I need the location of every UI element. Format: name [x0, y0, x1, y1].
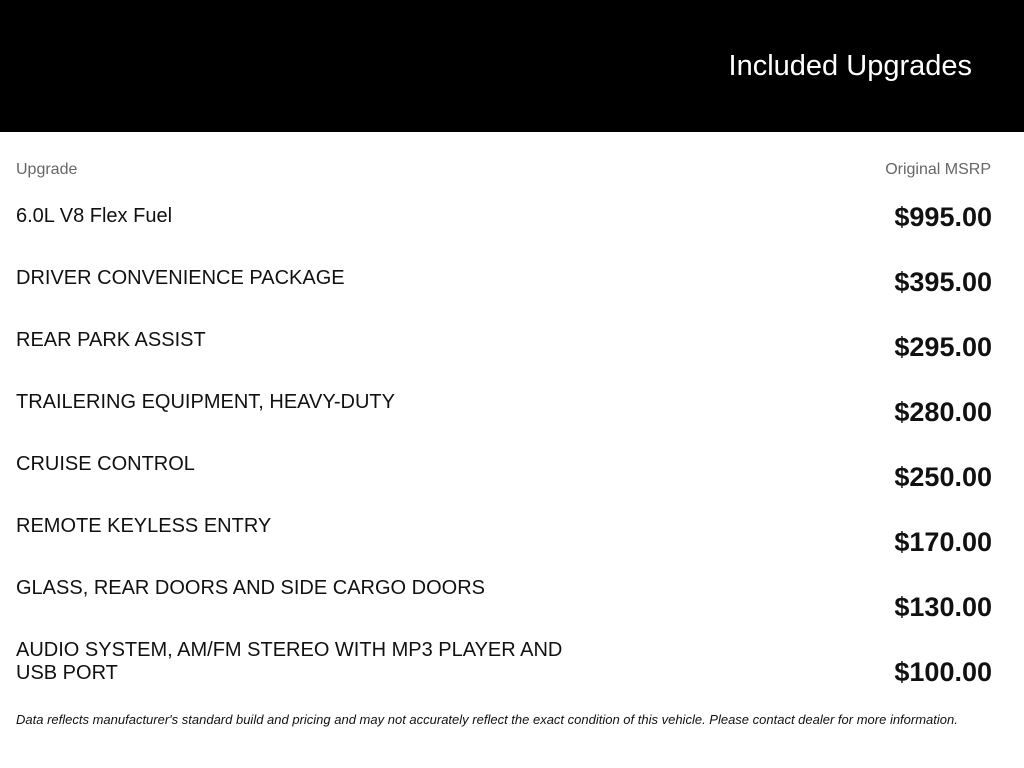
upgrade-name: AUDIO SYSTEM, AM/FM STEREO WITH MP3 PLAYER AND USB PORT — [16, 639, 563, 684]
list-item — [16, 264, 992, 326]
page-title: Included Upgrades — [728, 50, 972, 82]
header-banner — [0, 0, 1024, 132]
upgrade-price: $100.00 — [894, 657, 992, 687]
upgrade-price: $395.00 — [894, 267, 992, 297]
upgrade-price: $280.00 — [894, 397, 992, 427]
list-item — [16, 450, 992, 512]
upgrade-name: REAR PARK ASSIST — [16, 329, 206, 351]
upgrade-name: DRIVER CONVENIENCE PACKAGE — [16, 267, 345, 289]
list-item — [16, 202, 992, 264]
upgrade-name: REMOTE KEYLESS ENTRY — [16, 515, 272, 537]
list-item — [16, 388, 992, 450]
upgrade-price: $250.00 — [894, 462, 992, 492]
list-item — [16, 326, 992, 388]
upgrades-list — [16, 202, 992, 698]
list-item — [16, 574, 992, 636]
upgrade-price: $995.00 — [894, 202, 992, 232]
upgrade-column-header: Upgrade — [16, 161, 78, 178]
upgrade-name: CRUISE CONTROL — [16, 453, 195, 475]
upgrade-name: GLASS, REAR DOORS AND SIDE CARGO DOORS — [16, 577, 485, 599]
list-item — [16, 636, 992, 698]
upgrade-name: TRAILERING EQUIPMENT, HEAVY-DUTY — [16, 391, 395, 413]
upgrade-name: 6.0L V8 Flex Fuel — [16, 205, 173, 227]
msrp-column-header: Original MSRP — [885, 161, 991, 178]
upgrade-price: $295.00 — [894, 332, 992, 362]
list-item — [16, 512, 992, 574]
upgrade-price: $170.00 — [894, 527, 992, 557]
disclaimer-text: Data reflects manufacturer's standard build and pricing and may not accurately reflect the exact condition of this vehicle. Please contact dealer for more information. — [16, 712, 958, 727]
upgrade-price: $130.00 — [894, 592, 992, 622]
